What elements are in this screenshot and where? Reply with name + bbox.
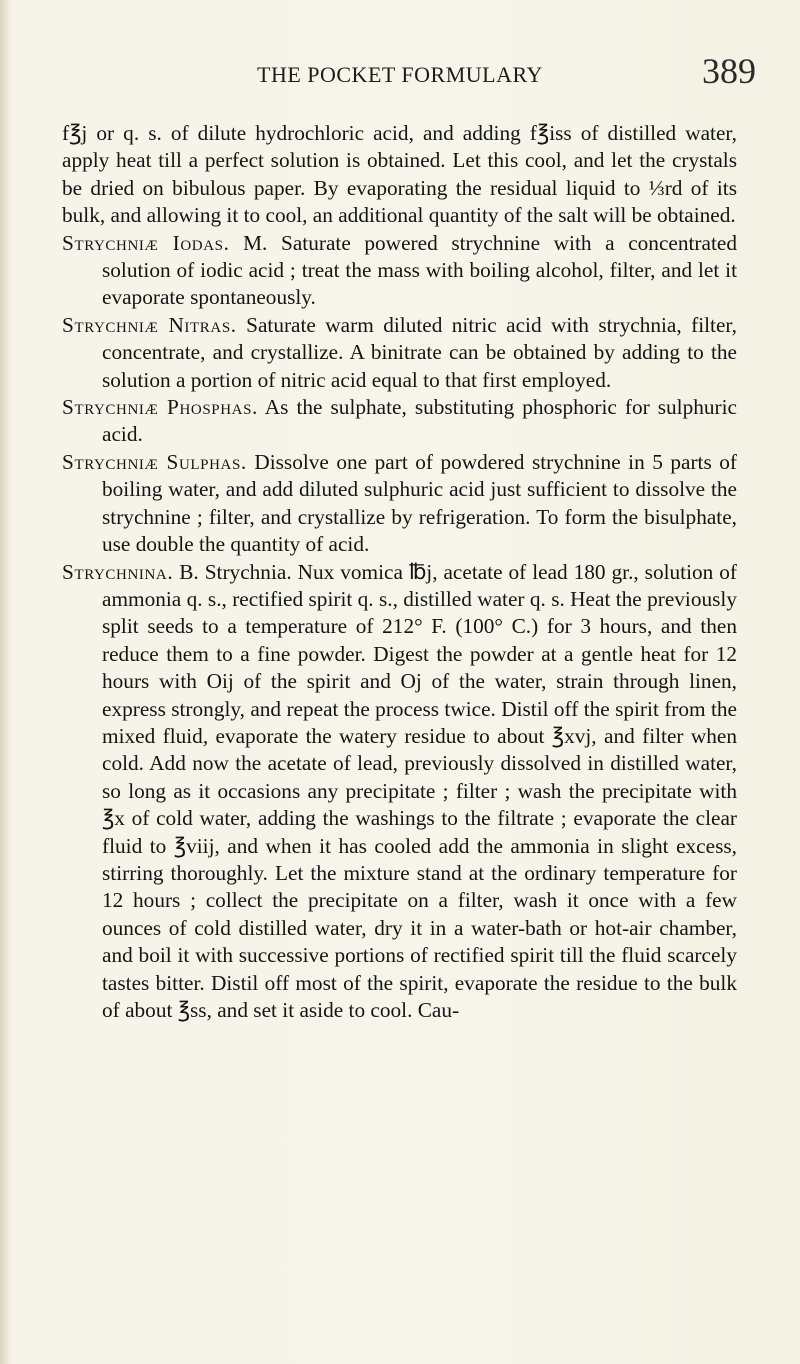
entry-heading: Strychniæ Nitras. <box>62 312 237 337</box>
paragraph-text: f℥j or q. s. of dilute hydrochloric acid, and adding f℥iss of distilled water, apply heat till a perfect solution is obtained. Let this cool, and let the crystals be dried on bibulous paper. By evaporating the residual liquid to ⅓rd of its bulk, and allowing it to cool, an additional quantity of the salt will be obtained. <box>62 121 737 228</box>
entry-heading: Strychnina. <box>62 559 174 584</box>
entry-text: As the sulphate, substituting phosphoric for sulphuric acid. <box>102 395 737 447</box>
entry-heading: Strychniæ Iodas. <box>62 230 230 255</box>
entry-text: B. Strychnia. Nux vomica ℔j, acetate of lead 180 gr., solution of ammonia q. s., rectified spirit q. s., distilled water q. s. Heat the previously split seeds to a temperature of 212° F. (100° C.) for 3 hours, and then reduce them to a fine powder. Digest the powder at a gentle heat for 12 hours with Oij of the spirit and Oj of the water, strain through linen, express strongly, and repeat the process twice. Distil off the spirit from the mixed fluid, evaporate the watery residue to about ℥xvj, and filter when cold. Add now the acetate of lead, previously dissolved in distilled water, so long as it occasions any precipitate ; filter ; wash the precipitate with ℥x of cold water, adding the washings to the filtrate ; evaporate the clear fluid to ℥viij, and when it has cooled add the ammonia in slight excess, stirring thoroughly. Let the mixture stand at the ordinary temperature for 12 hours ; collect the precipitate on a filter, wash it once with a few ounces of cold distilled water, dry it in a water-bath or hot-air chamber, and boil it with successive portions of rectified spirit till the fluid scarcely tastes bitter. Distil off most of the spirit, evaporate the residue to the bulk of about ℥ss, and set it aside to cool. Cau- <box>102 559 737 1022</box>
page-number: 389 <box>702 51 756 91</box>
entry-strychniae-phosphas <box>62 394 737 449</box>
body-text <box>62 120 737 1024</box>
entry-text: M. Saturate powered strychnine with a concentrated solution of iodic acid ; treat the mass with boiling alcohol, filter, and let it evaporate spontaneously. <box>102 230 737 310</box>
entry-heading: Strychniæ Sulphas. <box>62 449 247 474</box>
entry-strychniae-nitras <box>62 312 737 394</box>
entry-strychniae-iodas <box>62 230 737 312</box>
entry-strychniae-sulphas <box>62 449 737 559</box>
running-title: THE POCKET FORMULARY <box>257 62 543 87</box>
paragraph-continuation <box>62 120 737 230</box>
entry-text: Saturate warm diluted nitric acid with strychnia, filter, concentrate, and crystallize. A binitrate can be obtained by adding to the solution a portion of nitric acid equal to that first employed. <box>102 312 737 392</box>
page-header <box>0 38 800 91</box>
page-gutter-shadow <box>0 0 10 1364</box>
entry-heading: Strychniæ Phosphas. <box>62 395 258 420</box>
entry-strychnina <box>62 559 737 1025</box>
entry-text: Dissolve one part of powdered strychnine in 5 parts of boiling water, and add diluted sulphuric acid just sufficient to dissolve the strychnine ; filter, and crystallize by refrigeration. To form the bisulphate, use double the quantity of acid. <box>102 449 737 557</box>
